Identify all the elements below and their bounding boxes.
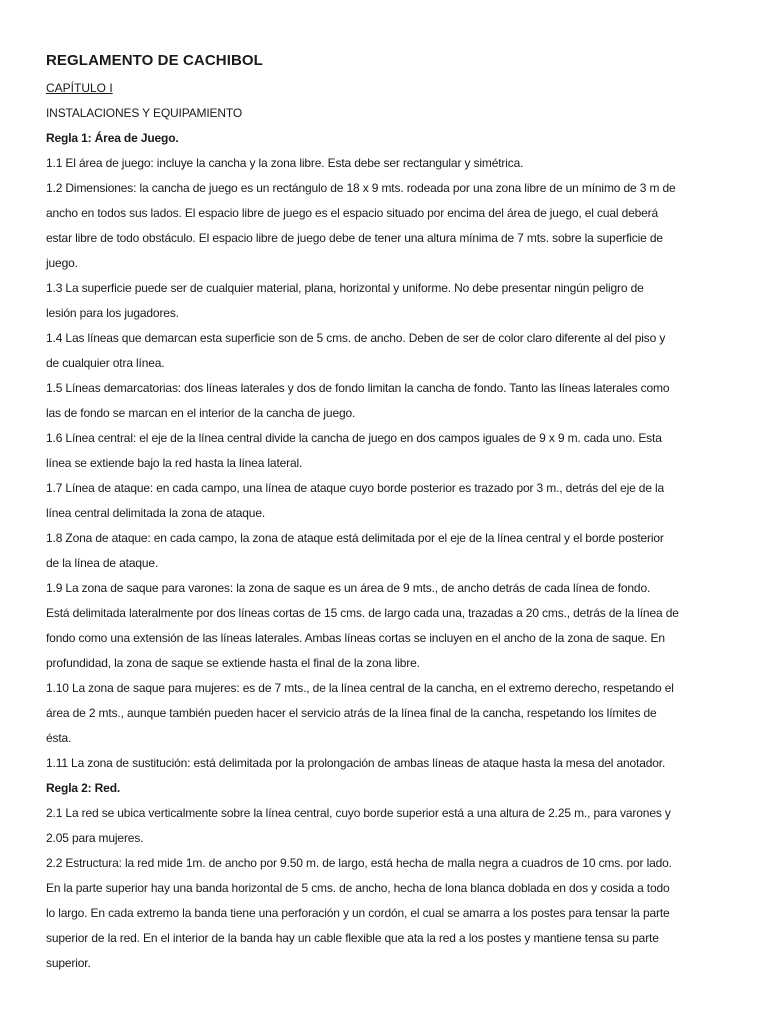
text-line: 1.7 Línea de ataque: en cada campo, una línea de ataque cuyo borde posterior es trazado por 3 m., detrás del eje de la	[46, 481, 665, 495]
text-line: 1.6 Línea central: el eje de la línea central divide la cancha de juego en dos campos iguales de 9 x 9 m. cada uno. Esta	[46, 431, 662, 445]
text-line: lo largo. En cada extremo la banda tiene una perforación y un cordón, el cual se amarra a los postes para tensar la parte	[46, 906, 670, 920]
text-line: 2.1 La red se ubica verticalmente sobre la línea central, cuyo borde superior está a una altura de 2.25 m., para varones y	[46, 806, 671, 820]
document-body	[46, 52, 726, 976]
text-line: 1.5 Líneas demarcatorias: dos líneas laterales y dos de fondo limitan la cancha de fondo. Tanto las líneas laterales como	[46, 381, 670, 395]
rule-heading: Regla 1: Área de Juego.	[46, 131, 179, 145]
text-line: línea se extiende bajo la red hasta la línea lateral.	[46, 456, 303, 470]
text-line: profundidad, la zona de saque se extiende hasta el final de la zona libre.	[46, 656, 420, 670]
section-heading: INSTALACIONES Y EQUIPAMIENTO	[46, 106, 243, 120]
text-line: las de fondo se marcan en el interior de la cancha de juego.	[46, 406, 356, 420]
text-line: superior.	[46, 956, 91, 970]
text-line: 1.8 Zona de ataque: en cada campo, la zona de ataque está delimitada por el eje de la línea central y el borde posterior	[46, 531, 664, 545]
text-line: 1.1 El área de juego: incluye la cancha y la zona libre. Esta debe ser rectangular y simétrica.	[46, 156, 524, 170]
text-line: fondo como una extensión de las líneas laterales. Ambas líneas cortas se incluyen en el ancho de la zona de saque. En	[46, 631, 665, 645]
text-line: de la línea de ataque.	[46, 556, 159, 570]
text-line: ancho en todos sus lados. El espacio libre de juego es el espacio situado por encima del área de juego, el cual deberá	[46, 206, 659, 220]
text-line: línea central delimitada la zona de ataque.	[46, 506, 266, 520]
text-line: 1.2 Dimensiones: la cancha de juego es un rectángulo de 18 x 9 mts. rodeada por una zona libre de un mínimo de 3 m de	[46, 181, 676, 195]
text-line: 2.05 para mujeres.	[46, 831, 144, 845]
text-line: superior de la red. En el interior de la banda hay un cable flexible que ata la red a los postes y mantiene tensa su parte	[46, 931, 659, 945]
text-line: área de 2 mts., aunque también pueden hacer el servicio atrás de la línea final de la cancha, respetando los límites de	[46, 706, 657, 720]
text-line: 1.4 Las líneas que demarcan esta superficie son de 5 cms. de ancho. Deben de ser de color claro diferente al del piso y	[46, 331, 666, 345]
text-line: Está delimitada lateralmente por dos líneas cortas de 15 cms. de largo cada una, trazadas a 20 cms., detrás de la línea de	[46, 606, 679, 620]
text-line: 1.10 La zona de saque para mujeres: es de 7 mts., de la línea central de la cancha, en el extremo derecho, respetando el	[46, 681, 674, 695]
text-line: 1.11 La zona de sustitución: está delimitada por la prolongación de ambas líneas de ataque hasta la mesa del anotador.	[46, 756, 666, 770]
rule-heading: Regla 2: Red.	[46, 781, 121, 795]
text-line: ésta.	[46, 731, 72, 745]
text-line: de cualquier otra línea.	[46, 356, 165, 370]
text-line: juego.	[46, 256, 78, 270]
text-line: lesión para los jugadores.	[46, 306, 179, 320]
document-title: REGLAMENTO DE CACHIBOL	[46, 52, 263, 69]
text-line: 2.2 Estructura: la red mide 1m. de ancho por 9.50 m. de largo, está hecha de malla negra a cuadros de 10 cms. por lado.	[46, 856, 672, 870]
chapter-heading: CAPÍTULO I	[46, 81, 113, 95]
text-line: estar libre de todo obstáculo. El espacio libre de juego debe de tener una altura mínima de 7 mts. sobre la superficie de	[46, 231, 663, 245]
text-line: En la parte superior hay una banda horizontal de 5 cms. de ancho, hecha de lona blanca doblada en dos y cosida a todo	[46, 881, 670, 895]
text-line: 1.9 La zona de saque para varones: la zona de saque es un área de 9 mts., de ancho detrás de cada línea de fondo.	[46, 581, 651, 595]
text-line: 1.3 La superficie puede ser de cualquier material, plana, horizontal y uniforme. No debe presentar ningún peligro de	[46, 281, 644, 295]
